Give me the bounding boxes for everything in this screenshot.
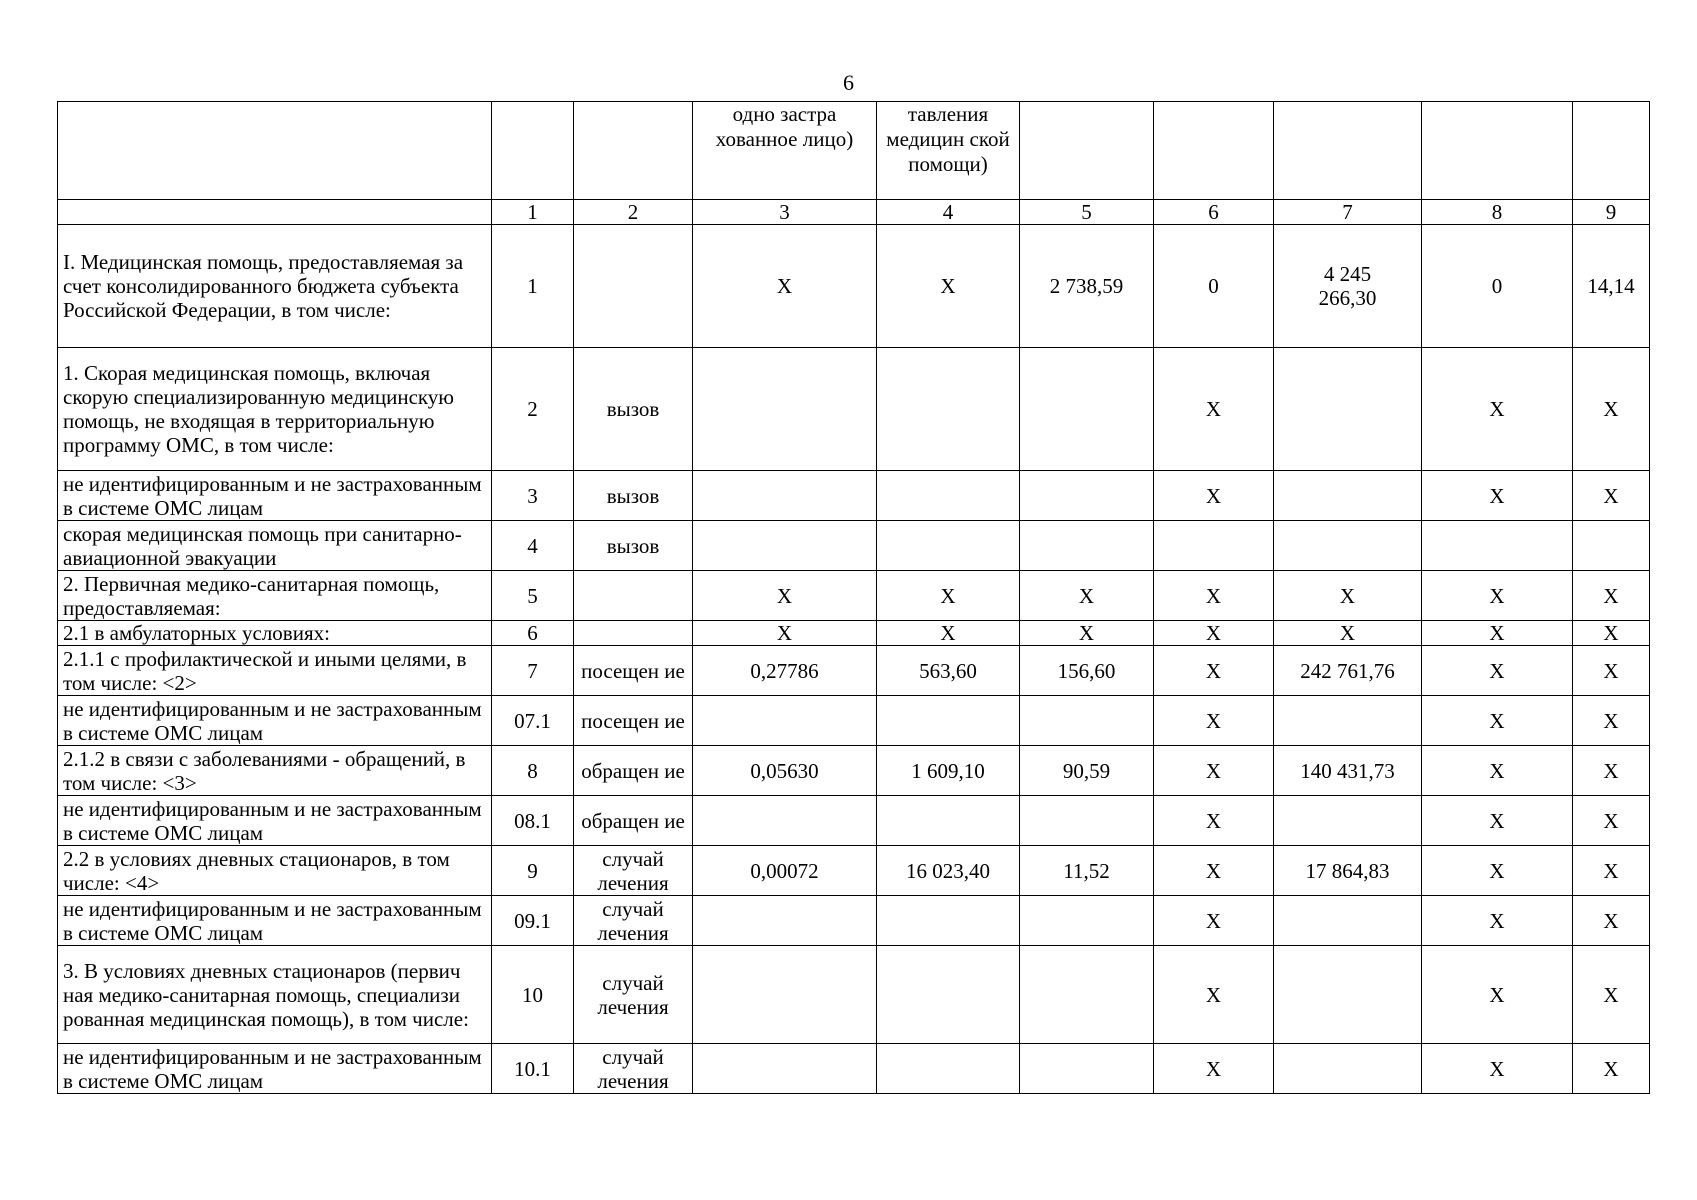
value-cell-4: 1 609,10: [877, 746, 1020, 796]
unit-cell: обращен ие: [574, 796, 693, 846]
row-description: 2.1.2 в связи с заболеваниями - обращений, в том числе: <3>: [58, 746, 492, 796]
row-number-cell: 5: [492, 571, 574, 621]
row-number-cell: 10: [492, 946, 574, 1044]
table-row: [58, 1044, 1650, 1094]
value-cell-6: [1154, 521, 1274, 571]
unit-cell: вызов: [574, 521, 693, 571]
value-cell-8: 0: [1422, 225, 1573, 348]
value-cell-7: [1274, 696, 1422, 746]
value-cell-8: Х: [1422, 621, 1573, 646]
header-cell-3: одно застра хованное лицо): [693, 102, 877, 200]
value-cell-3: 0,27786: [693, 646, 877, 696]
value-cell-5: [1020, 796, 1154, 846]
value-cell-7: [1274, 896, 1422, 946]
table-row: [58, 746, 1650, 796]
value-cell-7: [1274, 521, 1422, 571]
value-cell-9: Х: [1573, 946, 1650, 1044]
header-cell-desc: [58, 102, 492, 200]
value-cell-8: Х: [1422, 696, 1573, 746]
value-cell-3: [693, 1044, 877, 1094]
column-number: 4: [877, 200, 1020, 225]
value-cell-9: Х: [1573, 571, 1650, 621]
value-cell-8: Х: [1422, 1044, 1573, 1094]
table-row: [58, 846, 1650, 896]
unit-cell: случай лечения: [574, 896, 693, 946]
value-cell-5: [1020, 946, 1154, 1044]
value-cell-3: [693, 348, 877, 471]
header-cell-8: [1422, 102, 1573, 200]
value-cell-7: [1274, 1044, 1422, 1094]
table-row: [58, 696, 1650, 746]
value-cell-3: 0,00072: [693, 846, 877, 896]
value-cell-3: Х: [693, 225, 877, 348]
unit-cell: посещен ие: [574, 696, 693, 746]
value-cell-6: Х: [1154, 571, 1274, 621]
value-cell-5: Х: [1020, 621, 1154, 646]
value-cell-5: 156,60: [1020, 646, 1154, 696]
unit-cell: случай лечения: [574, 946, 693, 1044]
value-cell-9: Х: [1573, 348, 1650, 471]
value-cell-9: [1573, 521, 1650, 571]
row-description: 2.1.1 с профилактической и иными целями, в том числе: <2>: [58, 646, 492, 696]
value-cell-4: [877, 471, 1020, 521]
row-description: I. Медицинская помощь, предоставляемая за счет консолидированного бюджета субъекта Российской Федерации, в том числе:: [58, 225, 492, 348]
value-cell-6: Х: [1154, 621, 1274, 646]
value-cell-6: Х: [1154, 1044, 1274, 1094]
row-description: 2.2 в условиях дневных стационаров, в том числе: <4>: [58, 846, 492, 896]
medical-care-table: [57, 101, 1650, 1094]
column-number: 1: [492, 200, 574, 225]
table-row: [58, 225, 1650, 348]
row-description: 1. Скорая медицинская помощь, включая скорую специализированную медицинскую помощь, не входящая в территориальную программу ОМС, в том числе:: [58, 348, 492, 471]
value-cell-7: [1274, 946, 1422, 1044]
value-cell-5: 90,59: [1020, 746, 1154, 796]
column-number-row: [58, 200, 1650, 225]
table-row: [58, 521, 1650, 571]
row-description: не идентифицированным и не застрахованным в системе ОМС лицам: [58, 471, 492, 521]
value-cell-8: Х: [1422, 471, 1573, 521]
row-description: не идентифицированным и не застрахованным в системе ОМС лицам: [58, 696, 492, 746]
unit-cell: случай лечения: [574, 1044, 693, 1094]
page-number: 6: [843, 70, 854, 95]
row-description: не идентифицированным и не застрахованным в системе ОМС лицам: [58, 1044, 492, 1094]
value-cell-3: [693, 896, 877, 946]
column-number: 9: [1573, 200, 1650, 225]
header-cell-2: [574, 102, 693, 200]
value-cell-5: [1020, 696, 1154, 746]
unit-cell: [574, 621, 693, 646]
table-row: [58, 621, 1650, 646]
value-cell-6: Х: [1154, 348, 1274, 471]
unit-cell: вызов: [574, 348, 693, 471]
value-cell-9: Х: [1573, 621, 1650, 646]
value-cell-3: [693, 521, 877, 571]
value-cell-4: [877, 896, 1020, 946]
value-cell-4: 563,60: [877, 646, 1020, 696]
value-cell-4: Х: [877, 621, 1020, 646]
value-cell-8: Х: [1422, 896, 1573, 946]
value-cell-9: Х: [1573, 471, 1650, 521]
column-number: 6: [1154, 200, 1274, 225]
value-cell-6: Х: [1154, 696, 1274, 746]
value-cell-3: [693, 796, 877, 846]
value-cell-6: Х: [1154, 746, 1274, 796]
value-cell-8: Х: [1422, 571, 1573, 621]
value-cell-9: Х: [1573, 646, 1650, 696]
row-number-cell: 2: [492, 348, 574, 471]
header-cell-4: тавления медицин ской помощи): [877, 102, 1020, 200]
row-number-cell: 9: [492, 846, 574, 896]
value-cell-3: Х: [693, 571, 877, 621]
value-cell-9: Х: [1573, 896, 1650, 946]
row-description: 2.1 в амбулаторных условиях:: [58, 621, 492, 646]
value-cell-5: 2 738,59: [1020, 225, 1154, 348]
unit-cell: случай лечения: [574, 846, 693, 896]
value-cell-7: Х: [1274, 571, 1422, 621]
value-cell-4: 16 023,40: [877, 846, 1020, 896]
value-cell-7: Х: [1274, 621, 1422, 646]
value-cell-7: 17 864,83: [1274, 846, 1422, 896]
value-cell-6: Х: [1154, 946, 1274, 1044]
value-cell-4: [877, 348, 1020, 471]
row-number-cell: 7: [492, 646, 574, 696]
value-cell-7: [1274, 796, 1422, 846]
unit-cell: посещен ие: [574, 646, 693, 696]
row-description: не идентифицированным и не застрахованным в системе ОМС лицам: [58, 896, 492, 946]
value-cell-3: 0,05630: [693, 746, 877, 796]
value-cell-6: Х: [1154, 896, 1274, 946]
row-description: не идентифицированным и не застрахованным в системе ОМС лицам: [58, 796, 492, 846]
value-cell-6: Х: [1154, 796, 1274, 846]
value-cell-9: Х: [1573, 796, 1650, 846]
value-cell-4: [877, 696, 1020, 746]
row-description: скорая медицинская помощь при санитарно-авиационной эвакуации: [58, 521, 492, 571]
value-cell-5: 11,52: [1020, 846, 1154, 896]
table-row: [58, 571, 1650, 621]
value-cell-5: [1020, 896, 1154, 946]
value-cell-6: 0: [1154, 225, 1274, 348]
value-cell-4: [877, 796, 1020, 846]
value-cell-3: [693, 946, 877, 1044]
header-cell-6: [1154, 102, 1274, 200]
value-cell-3: Х: [693, 621, 877, 646]
table-row: [58, 896, 1650, 946]
unit-cell: вызов: [574, 471, 693, 521]
value-cell-8: Х: [1422, 348, 1573, 471]
value-cell-9: Х: [1573, 1044, 1650, 1094]
value-cell-5: [1020, 471, 1154, 521]
column-number: [58, 200, 492, 225]
unit-cell: обращен ие: [574, 746, 693, 796]
row-number-cell: 08.1: [492, 796, 574, 846]
row-number-cell: 6: [492, 621, 574, 646]
unit-cell: [574, 571, 693, 621]
value-cell-7: [1274, 471, 1422, 521]
value-cell-3: [693, 696, 877, 746]
value-cell-8: Х: [1422, 746, 1573, 796]
value-cell-5: [1020, 348, 1154, 471]
table-row: [58, 946, 1650, 1044]
unit-cell: [574, 225, 693, 348]
value-cell-7: 140 431,73: [1274, 746, 1422, 796]
table-row: [58, 348, 1650, 471]
value-cell-6: Х: [1154, 846, 1274, 896]
value-cell-5: Х: [1020, 571, 1154, 621]
value-cell-8: Х: [1422, 946, 1573, 1044]
row-number-cell: 4: [492, 521, 574, 571]
value-cell-5: [1020, 1044, 1154, 1094]
row-number-cell: 09.1: [492, 896, 574, 946]
value-cell-5: [1020, 521, 1154, 571]
row-number-cell: 1: [492, 225, 574, 348]
value-cell-4: Х: [877, 571, 1020, 621]
value-cell-6: Х: [1154, 646, 1274, 696]
value-cell-8: [1422, 521, 1573, 571]
row-number-cell: 07.1: [492, 696, 574, 746]
value-cell-4: [877, 1044, 1020, 1094]
value-cell-4: Х: [877, 225, 1020, 348]
table-row: [58, 646, 1650, 696]
header-cell-5: [1020, 102, 1154, 200]
value-cell-7: 4 245 266,30: [1274, 225, 1422, 348]
value-cell-8: Х: [1422, 846, 1573, 896]
header-fragment-row: [58, 102, 1650, 200]
header-cell-1: [492, 102, 574, 200]
value-cell-4: [877, 946, 1020, 1044]
header-cell-7: [1274, 102, 1422, 200]
value-cell-4: [877, 521, 1020, 571]
value-cell-7: 242 761,76: [1274, 646, 1422, 696]
column-number: 2: [574, 200, 693, 225]
value-cell-9: Х: [1573, 696, 1650, 746]
column-number: 7: [1274, 200, 1422, 225]
row-description: 2. Первичная медико-санитарная помощь, предоставляемая:: [58, 571, 492, 621]
row-number-cell: 8: [492, 746, 574, 796]
row-number-cell: 3: [492, 471, 574, 521]
column-number: 5: [1020, 200, 1154, 225]
value-cell-9: Х: [1573, 746, 1650, 796]
table-row: [58, 796, 1650, 846]
value-cell-3: [693, 471, 877, 521]
value-cell-6: Х: [1154, 471, 1274, 521]
value-cell-7: [1274, 348, 1422, 471]
column-number: 3: [693, 200, 877, 225]
header-cell-9: [1573, 102, 1650, 200]
table-row: [58, 471, 1650, 521]
row-description: 3. В условиях дневных стационаров (первич ная медико-санитарная помощь, специализи рованная медицинская помощь), в том числе:: [58, 946, 492, 1044]
value-cell-8: Х: [1422, 796, 1573, 846]
value-cell-8: Х: [1422, 646, 1573, 696]
column-number: 8: [1422, 200, 1573, 225]
value-cell-9: 14,14: [1573, 225, 1650, 348]
row-number-cell: 10.1: [492, 1044, 574, 1094]
value-cell-9: Х: [1573, 846, 1650, 896]
